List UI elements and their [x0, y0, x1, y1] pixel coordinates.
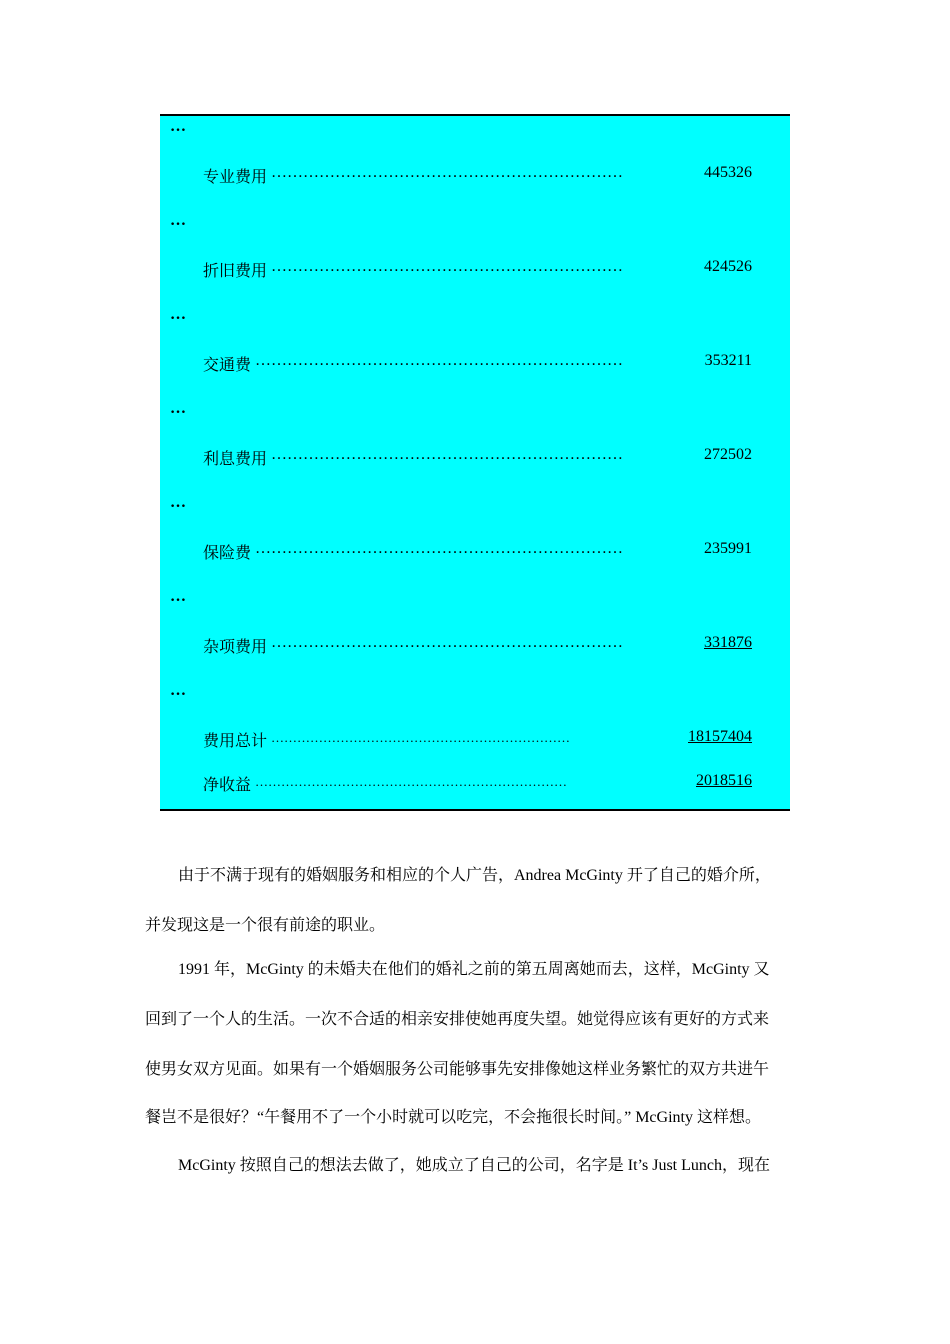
row-label: 费用总计 — [203, 733, 268, 750]
row-interest — [160, 446, 790, 468]
row-label: 交通费 — [203, 357, 252, 374]
row-transport — [160, 352, 790, 374]
row-amount: 445326 — [704, 164, 752, 181]
row-total-expenses — [160, 728, 790, 750]
row-leader: …………………………………………………………… — [255, 352, 623, 369]
paragraph-line-3: 1991 年，McGinty 的未婚夫在他们的婚礼之前的第五周离她而去，这样，McGinty 又 — [178, 961, 770, 978]
ellipsis-2: … — [170, 212, 186, 229]
ellipsis-1: … — [170, 118, 186, 135]
paragraph-line-5: 使男女双方见面。如果有一个婚姻服务公司能够事先安排像她这样业务繁忙的双方共进午 — [145, 1061, 770, 1078]
row-label: 专业费用 — [203, 169, 268, 186]
ellipsis-4: … — [170, 400, 186, 417]
row-leader: ………………………………………………………… — [271, 446, 623, 463]
row-leader: ………………………………………………………… — [271, 258, 623, 275]
paragraph-line-6: 餐岂不是很好？“午餐用不了一个小时就可以吃完，不会拖很长时间。” McGinty 这样想。 — [145, 1109, 761, 1126]
paragraph-line-4: 回到了一个人的生活。一次不合适的相亲安排使她再度失望。她觉得应该有更好的方式来 — [145, 1011, 770, 1028]
row-label: 净收益 — [203, 777, 252, 794]
row-leader: …………………………………………………………… — [271, 730, 570, 745]
paragraph-line-2: 并发现这是一个很有前途的职业。 — [145, 917, 386, 934]
paragraph-line-1: 由于不满于现有的婚姻服务和相应的个人广告，Andrea McGinty 开了自己的婚介所， — [178, 867, 771, 884]
row-amount: 2018516 — [696, 772, 752, 789]
row-leader: ………………………………………………………… — [271, 164, 623, 181]
row-amount: 353211 — [704, 352, 752, 369]
expense-table — [160, 114, 790, 811]
row-amount: 235991 — [704, 540, 752, 557]
row-label: 利息费用 — [203, 451, 268, 468]
row-amount: 331876 — [704, 634, 752, 651]
row-insurance — [160, 540, 790, 562]
row-amount: 272502 — [704, 446, 752, 463]
row-depreciation — [160, 258, 790, 280]
ellipsis-3: … — [170, 306, 186, 323]
row-label: 保险费 — [203, 545, 252, 562]
ellipsis-6: … — [170, 588, 186, 605]
row-leader: ……………………………………………………………… — [255, 774, 567, 789]
paragraph-line-7: McGinty 按照自己的想法去做了，她成立了自己的公司，名字是 It’s Just Lunch，现在 — [178, 1157, 770, 1174]
row-amount: 18157404 — [688, 728, 752, 745]
row-leader: ………………………………………………………… — [271, 634, 623, 651]
ellipsis-7: … — [170, 682, 186, 699]
ellipsis-5: … — [170, 494, 186, 511]
row-professional-fees — [160, 164, 790, 186]
row-net-income — [160, 772, 790, 794]
row-label: 折旧费用 — [203, 263, 268, 280]
row-leader: …………………………………………………………… — [255, 540, 623, 557]
row-misc — [160, 634, 790, 656]
row-label: 杂项费用 — [203, 639, 268, 656]
row-amount: 424526 — [704, 258, 752, 275]
